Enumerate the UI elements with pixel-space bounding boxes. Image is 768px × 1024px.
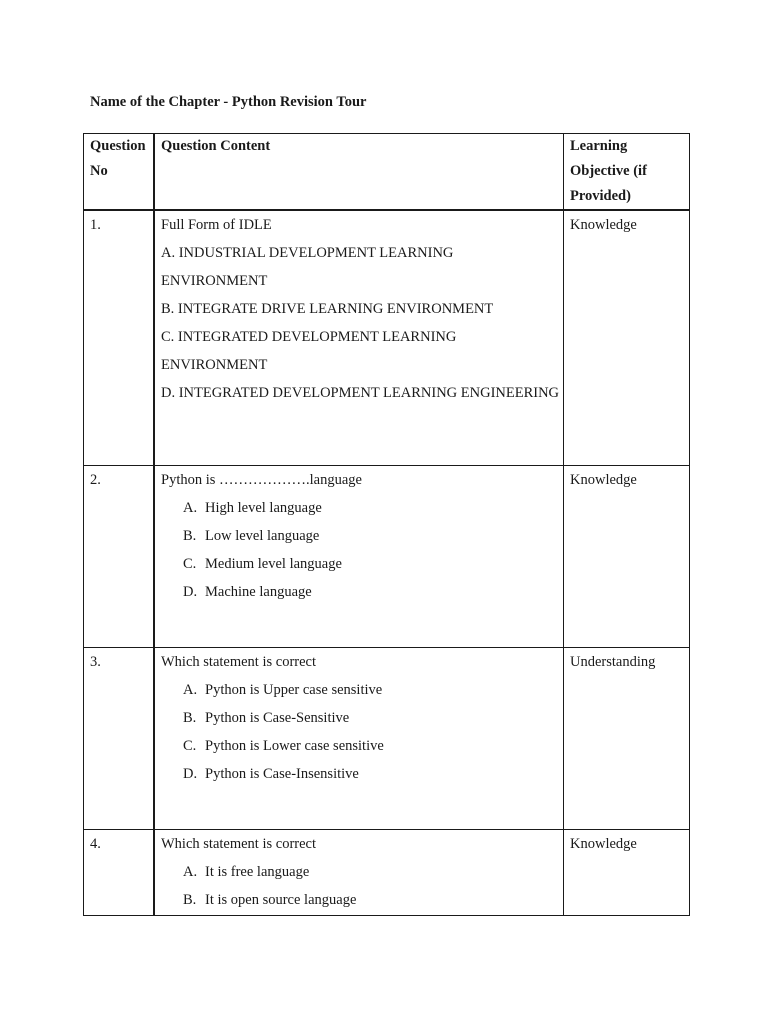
- option-letter: C.: [183, 737, 197, 754]
- learning-objective: Knowledge: [564, 210, 690, 465]
- option-item: [183, 858, 563, 886]
- option-letter: D.: [183, 765, 198, 782]
- option-letter: B.: [183, 891, 197, 908]
- option-list: [161, 676, 563, 788]
- table-row: [84, 210, 690, 465]
- option-text: Low level language: [205, 527, 320, 544]
- option-item: [183, 494, 563, 522]
- option-d: D. INTEGRATED DEVELOPMENT LEARNING ENGINEERING: [161, 385, 560, 401]
- question-text: Python is ……………….language: [161, 471, 362, 488]
- option-letter: B.: [183, 709, 197, 726]
- option-item: [183, 550, 563, 578]
- learning-objective: Knowledge: [564, 465, 690, 647]
- option-b: B. INTEGRATE DRIVE LEARNING ENVIRONMENT: [161, 301, 494, 317]
- option-item: [183, 760, 563, 788]
- question-text: Full Form of IDLE: [161, 217, 272, 233]
- question-number: 1.: [84, 210, 155, 465]
- option-item: [183, 704, 563, 732]
- option-text: Python is Case-Sensitive: [205, 709, 350, 726]
- option-letter: A.: [183, 681, 198, 698]
- header-learning-objective: Learning Objective (if Provided): [564, 134, 690, 211]
- chapter-title: Name of the Chapter - Python Revision Tour: [90, 94, 367, 110]
- question-text: Which statement is correct: [161, 653, 317, 670]
- option-letter: D.: [183, 583, 198, 600]
- question-number: 3.: [84, 647, 155, 829]
- option-c: C. INTEGRATED DEVELOPMENT LEARNING ENVIRONMENT: [161, 329, 457, 373]
- option-list: [161, 858, 563, 914]
- table-row: [84, 647, 690, 829]
- option-item: [183, 578, 563, 606]
- option-text: It is open source language: [205, 891, 357, 908]
- question-content: [154, 210, 564, 465]
- header-question-content: Question Content: [154, 134, 564, 211]
- option-letter: A.: [183, 863, 198, 880]
- table-row: [84, 465, 690, 647]
- option-letter: A.: [183, 499, 198, 516]
- header-question-no: Question No: [84, 134, 155, 211]
- option-text: Machine language: [205, 583, 312, 600]
- option-item: [183, 522, 563, 550]
- option-letter: C.: [183, 555, 197, 572]
- question-table: [83, 133, 690, 916]
- learning-objective: Understanding: [564, 647, 690, 829]
- question-number: 2.: [84, 465, 155, 647]
- option-text: It is free language: [205, 863, 310, 880]
- option-text: Python is Upper case sensitive: [205, 681, 383, 698]
- question-content: [154, 829, 564, 915]
- table-header-row: [84, 134, 690, 211]
- option-text: Python is Case-Insensitive: [205, 765, 359, 782]
- option-letter: B.: [183, 527, 197, 544]
- option-text: Medium level language: [205, 555, 342, 572]
- question-content: [154, 647, 564, 829]
- question-content: [154, 465, 564, 647]
- option-list: [161, 494, 563, 606]
- option-item: [183, 732, 563, 760]
- option-item: [183, 886, 563, 914]
- option-a: A. INDUSTRIAL DEVELOPMENT LEARNING ENVIRONMENT: [161, 245, 454, 289]
- option-text: Python is Lower case sensitive: [205, 737, 384, 754]
- table-row: [84, 829, 690, 915]
- question-number: 4.: [84, 829, 155, 915]
- learning-objective: Knowledge: [564, 829, 690, 915]
- question-text: Which statement is correct: [161, 835, 317, 852]
- option-item: [183, 676, 563, 704]
- option-text: High level language: [205, 499, 322, 516]
